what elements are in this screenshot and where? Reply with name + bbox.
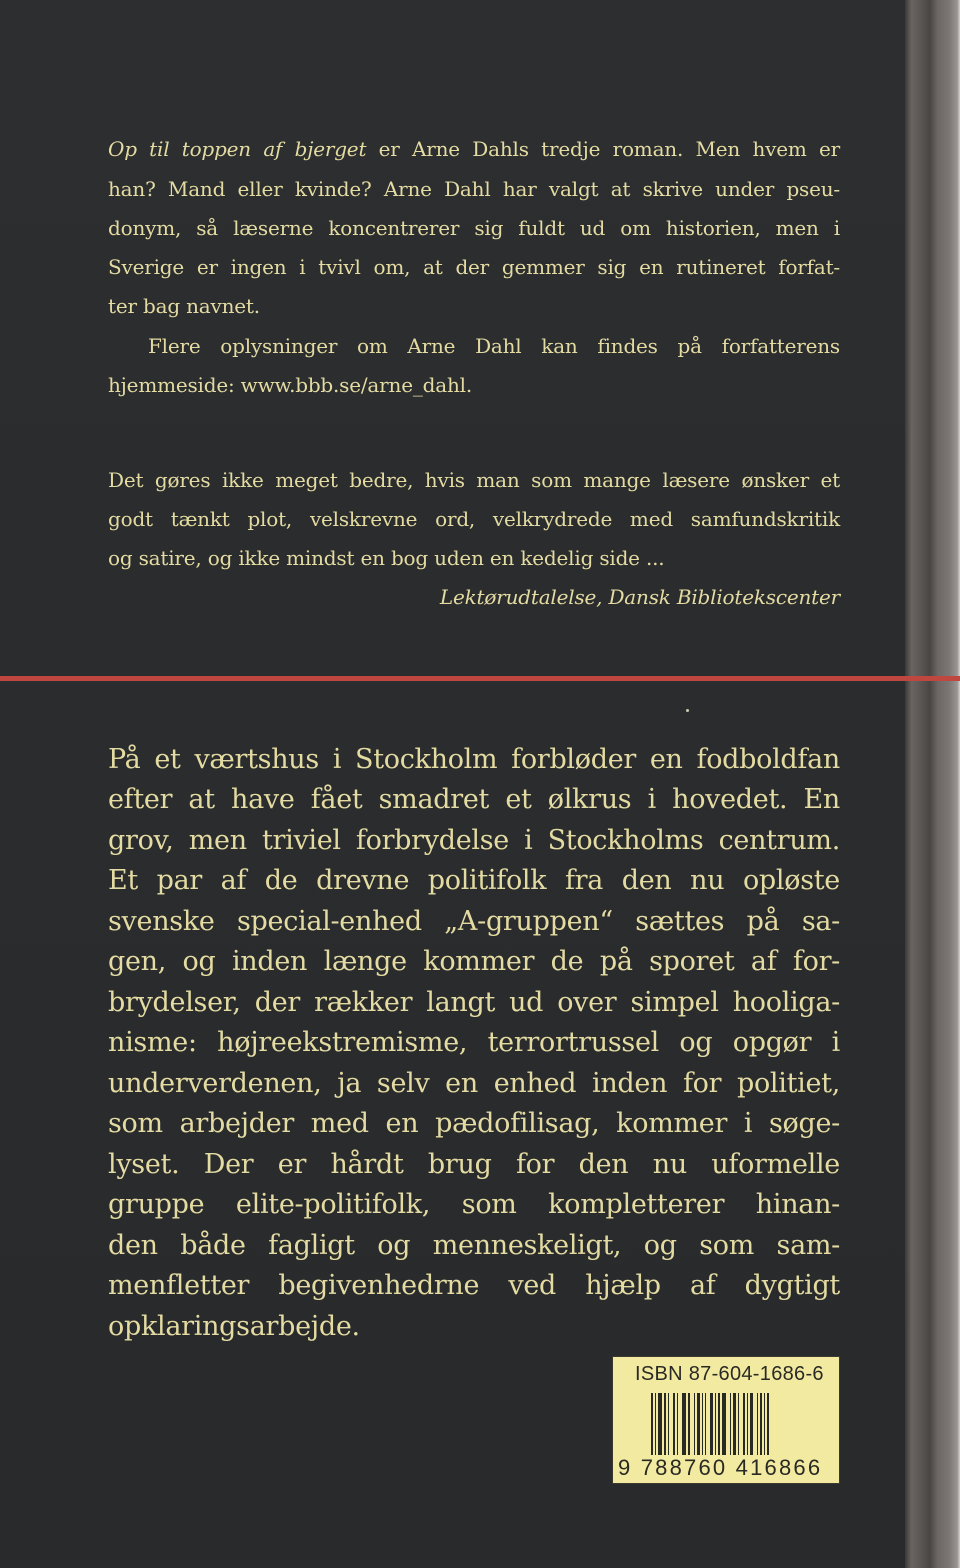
synopsis-line-10: som arbejder med en pædofilisag, kommer i søge- [108, 1108, 840, 1139]
synopsis-line-14: menfletter begivenhedrne ved hjælp af dygtigt [108, 1270, 840, 1301]
book-spine-edge [905, 0, 960, 1568]
red-divider-rule [0, 676, 960, 681]
review-attribution: Lektørudtalelse, Dansk Bibliotekscenter [439, 585, 840, 609]
synopsis-line-15: opklaringsarbejde. [108, 1311, 360, 1342]
bio-line-4: Sverige er ingen i tvivl om, at der gemmer sig en rutineret forfat- [108, 255, 840, 279]
synopsis-line-13: den både fagligt og menneskeligt, og som sam- [108, 1230, 840, 1261]
review-line-3: og satire, og ikke mindst en bog uden en kedelig side ... [108, 546, 665, 570]
synopsis-line-7: brydelser, der rækker langt ud over simpel hooliga- [108, 987, 840, 1018]
bio-line-1: Op til toppen af bjerget er Arne Dahls tredje roman. Men hvem er [108, 137, 840, 161]
bio-line-3: donym, så læserne koncentrerer sig fuldt ud om historien, men i [108, 216, 840, 240]
synopsis-line-1: På et værtshus i Stockholm forbløder en fodboldfan [108, 744, 840, 775]
website-line-1: Flere oplysninger om Arne Dahl kan findes på forfatterens [148, 334, 840, 358]
speck [686, 709, 689, 712]
synopsis-line-3: grov, men triviel forbrydelse i Stockholms centrum. [108, 825, 840, 856]
synopsis-line-6: gen, og inden længe kommer de på sporet af for- [108, 946, 840, 977]
bio-line-5: ter bag navnet. [108, 294, 260, 318]
synopsis-line-5: svenske special-enhed „A-gruppen“ sættes på sa- [108, 906, 840, 937]
synopsis-line-4: Et par af de drevne politifolk fra den nu opløste [108, 865, 840, 896]
synopsis-line-8: nisme: højreekstremisme, terrortrussel og opgør i [108, 1027, 840, 1058]
book-title: Op til toppen af bjerget [108, 137, 367, 161]
isbn-barcode-label [612, 1356, 840, 1484]
review-line-2: godt tænkt plot, velskrevne ord, velkrydrede med samfundskritik [108, 507, 840, 531]
synopsis-line-2: efter at have fået smadret et ølkrus i hovedet. En [108, 784, 840, 815]
website-line-2: hjemmeside: www.bbb.se/arne_dahl. [108, 373, 472, 397]
bio-line-2: han? Mand eller kvinde? Arne Dahl har valgt at skrive under pseu- [108, 177, 840, 201]
synopsis-line-11: lyset. Der er hårdt brug for den nu uformelle [108, 1149, 840, 1180]
isbn-number: ISBN 87-604-1686-6 [635, 1363, 824, 1385]
review-line-1: Det gøres ikke meget bedre, hvis man som mange læsere ønsker et [108, 468, 840, 492]
synopsis-line-9: underverdenen, ja selv en enhed inden for politiet, [108, 1068, 840, 1099]
synopsis-line-12: gruppe elite-politifolk, som kompletterer hinan- [108, 1189, 840, 1220]
ean-digits: 9 788760 416866 [618, 1455, 823, 1480]
